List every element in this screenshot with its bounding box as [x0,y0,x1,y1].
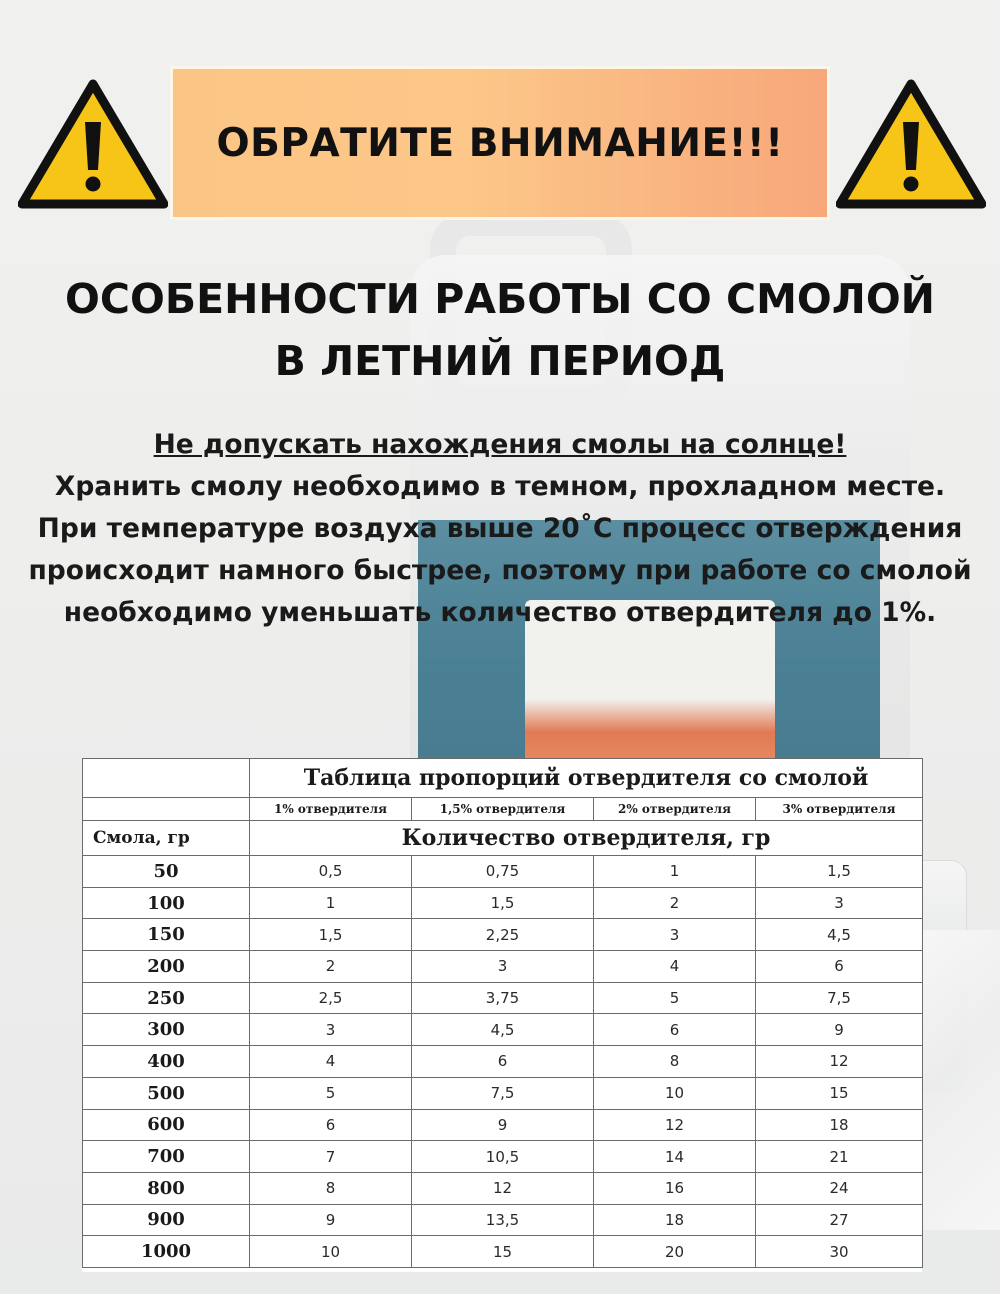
hardener-amount-cell: 27 [756,1204,923,1236]
table-row [83,1014,923,1046]
hardener-amount-cell: 6 [412,1046,594,1078]
page-title-line-2: В ЛЕТНИЙ ПЕРИОД [274,337,726,385]
hardener-amount-cell: 10,5 [412,1141,594,1173]
table-title: Таблица пропорций отвердителя со смолой [250,759,923,798]
hardener-amount-cell: 6 [250,1109,412,1141]
hardener-amount-cell: 4,5 [412,1014,594,1046]
hardener-amount-cell: 21 [756,1141,923,1173]
hardener-amount-cell: 6 [756,951,923,983]
instructions [20,424,980,634]
hardener-amount-cell: 1,5 [412,887,594,919]
hardener-amount-cell: 20 [594,1236,756,1268]
resin-amount-cell: 700 [83,1141,250,1173]
hardener-amount-cell: 9 [412,1109,594,1141]
hardener-amount-cell: 1,5 [756,856,923,888]
hardener-amount-cell: 5 [594,982,756,1014]
resin-column-header: Смола, гр [83,821,250,856]
hardener-amount-cell: 7,5 [412,1077,594,1109]
hardener-amount-cell: 10 [250,1236,412,1268]
table-corner-cell [83,759,250,798]
page-title-line-1: ОСОБЕННОСТИ РАБОТЫ СО СМОЛОЙ [65,275,935,323]
warning-triangle-icon [18,78,168,210]
resin-amount-cell: 200 [83,951,250,983]
hardener-amount-cell: 2 [594,887,756,919]
resin-amount-cell: 500 [83,1077,250,1109]
hardener-amount-cell: 15 [412,1236,594,1268]
hardener-amount-cell: 18 [756,1109,923,1141]
hardener-amount-cell: 15 [756,1077,923,1109]
hardener-amount-cell: 16 [594,1172,756,1204]
hardener-amount-cell: 5 [250,1077,412,1109]
attention-banner-text: ОБРАТИТЕ ВНИМАНИЕ!!! [216,120,784,166]
sun-warning-text: Не допускать нахождения смолы на солнце! [153,429,847,460]
hardener-amount-cell: 3 [250,1014,412,1046]
hardener-amount-cell: 8 [594,1046,756,1078]
hardener-amount-cell: 8 [250,1172,412,1204]
hardener-amount-cell: 18 [594,1204,756,1236]
percent-header: 2% отвердителя [594,798,756,821]
hardener-amount-cell: 10 [594,1077,756,1109]
hardener-amount-cell: 3,75 [412,982,594,1014]
warning-triangle-icon [836,78,986,210]
hardener-amount-cell: 12 [412,1172,594,1204]
hardener-amount-cell: 4 [594,951,756,983]
hardener-amount-cell: 13,5 [412,1204,594,1236]
hardener-amount-cell: 9 [756,1014,923,1046]
resin-amount-cell: 300 [83,1014,250,1046]
table-row [83,919,923,951]
hardener-amount-cell: 7 [250,1141,412,1173]
table-row [83,1204,923,1236]
hardener-amount-cell: 9 [250,1204,412,1236]
percent-header: 3% отвердителя [756,798,923,821]
hardener-amount-cell: 2,5 [250,982,412,1014]
attention-banner [170,66,830,220]
hardener-amount-cell: 3 [756,887,923,919]
hardener-amount-cell: 3 [594,919,756,951]
resin-amount-cell: 250 [83,982,250,1014]
hardener-amount-cell: 0,75 [412,856,594,888]
hardener-amount-cell: 1 [594,856,756,888]
resin-amount-cell: 1000 [83,1236,250,1268]
hardener-amount-cell: 1 [250,887,412,919]
hardener-amount-cell: 2,25 [412,919,594,951]
proportions-table-container [82,758,922,1272]
hardener-amount-cell: 3 [412,951,594,983]
resin-amount-cell: 150 [83,919,250,951]
table-row [83,1236,923,1268]
hardener-amount-cell: 12 [594,1109,756,1141]
temperature-text: При температуре воздуха выше 20˚С процесс отверждения происходит намного быстрее, поэтому при работе со смолой необходимо уменьшать количество отвердителя до 1%. [28,513,972,628]
storage-text: Хранить смолу необходимо в темном, прохладном месте. [54,471,946,502]
resin-amount-cell: 50 [83,856,250,888]
hardener-amount-cell: 0,5 [250,856,412,888]
percent-header: 1,5% отвердителя [412,798,594,821]
table-row [83,1109,923,1141]
resin-amount-cell: 800 [83,1172,250,1204]
quantity-header: Количество отвердителя, гр [250,821,923,856]
table-row [83,1141,923,1173]
percent-header: 1% отвердителя [250,798,412,821]
page-title [0,268,1000,392]
hardener-amount-cell: 12 [756,1046,923,1078]
hardener-amount-cell: 30 [756,1236,923,1268]
table-row [83,1046,923,1078]
hardener-amount-cell: 4 [250,1046,412,1078]
hardener-amount-cell: 6 [594,1014,756,1046]
resin-amount-cell: 400 [83,1046,250,1078]
table-row [83,951,923,983]
table-row [83,1172,923,1204]
hardener-amount-cell: 2 [250,951,412,983]
hardener-amount-cell: 1,5 [250,919,412,951]
resin-amount-cell: 600 [83,1109,250,1141]
table-corner-cell [83,798,250,821]
table-row [83,1077,923,1109]
resin-amount-cell: 100 [83,887,250,919]
hardener-amount-cell: 24 [756,1172,923,1204]
table-row [83,982,923,1014]
table-row [83,856,923,888]
hardener-proportions-table [82,758,923,1268]
hardener-amount-cell: 4,5 [756,919,923,951]
hardener-amount-cell: 7,5 [756,982,923,1014]
resin-amount-cell: 900 [83,1204,250,1236]
hardener-amount-cell: 14 [594,1141,756,1173]
table-row [83,887,923,919]
